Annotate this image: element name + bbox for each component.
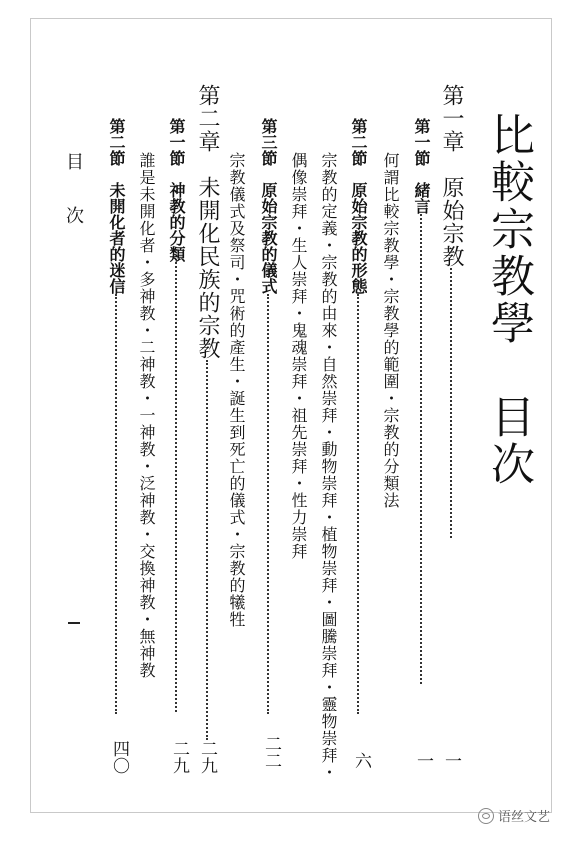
footer-label: 目 次 [63, 152, 84, 224]
watermark-text: 语丝文艺 [498, 810, 551, 825]
chapter-2-heading: 第二章 未開化民族的宗教 [196, 84, 218, 740]
ch1-sec2-heading: 第二節 原始宗教的形態 [350, 118, 366, 714]
page-number [68, 622, 80, 624]
ch1-sec2-body-line2: 偶像崇拜・生人崇拜・鬼魂崇拜・祖先崇拜・性力崇拜 [289, 152, 308, 560]
ch1-sec3-heading: 第三節 原始宗教的儀式 [260, 118, 276, 714]
ch2-sec1-page: 二九 [169, 740, 189, 774]
ch2-sec2-heading: 第二節 未開化者的迷信 [108, 118, 124, 714]
watermark [478, 806, 550, 825]
wechat-icon [478, 808, 494, 824]
ch1-sec1-page: 一 [413, 752, 433, 769]
ch1-sec1-heading: 第一節 緒言 [413, 118, 429, 684]
ch1-sec2-body-line1: 宗教的定義・宗教的由來・自然崇拜・動物崇拜・植物崇拜・圖騰崇拜・靈物崇拜・ [319, 152, 338, 781]
ch1-sec1-body: 何謂比較宗教學・宗教學的範圍・宗教的分類法 [381, 152, 400, 509]
chapter-1-page: 一 [441, 752, 461, 769]
book-title: 比較宗教學 目次 [483, 112, 534, 488]
ch1-sec3-page: 二二 [261, 735, 281, 769]
ch2-sec2-page: 四〇 [109, 740, 129, 774]
chapter-2-page: 二九 [197, 740, 217, 774]
ch2-sec1-heading: 第一節 神教的分類 [168, 118, 184, 712]
ch2-sec1-body: 誰是未開化者・多神教・二神教・一神教・泛神教・交換神教・無神教 [137, 152, 156, 679]
ch1-sec2-page: 六 [351, 752, 371, 769]
ch1-sec3-body: 宗教儀式及祭司・咒術的產生・誕生到死亡的儀式・宗教的犧牲 [227, 152, 246, 628]
chapter-1-heading: 第一章 原始宗教 [440, 84, 462, 538]
